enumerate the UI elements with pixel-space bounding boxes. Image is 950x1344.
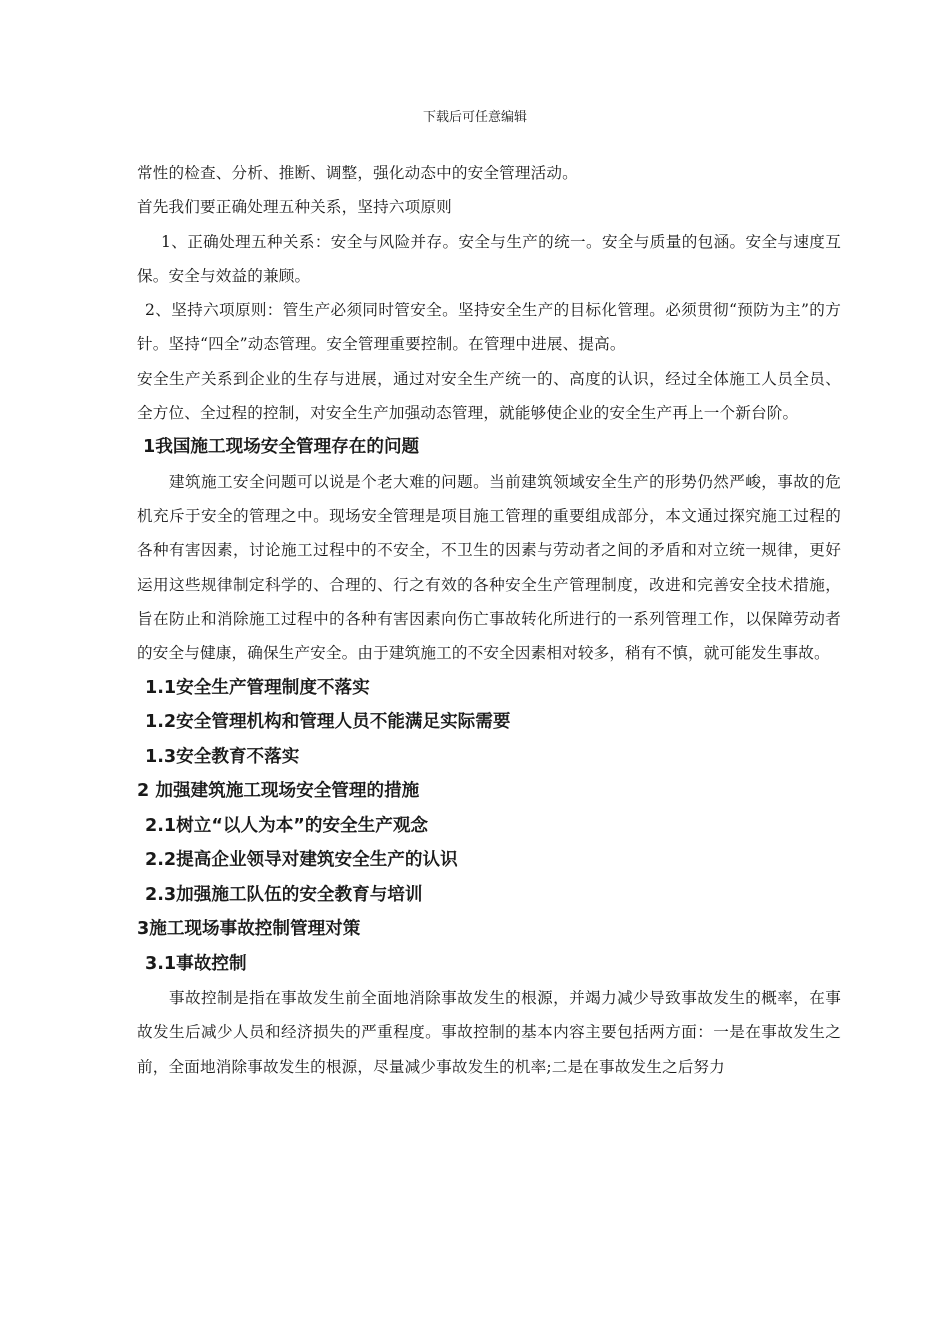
section-heading: 1我国施工现场安全管理存在的问题 bbox=[143, 437, 420, 458]
section-heading: 2 加强建筑施工现场安全管理的措施 bbox=[137, 781, 420, 802]
paragraph: 2、坚持六项原则：管生产必须同时管安全。坚持安全生产的目标化管理。必须贯彻“预防为主”的方针。坚持“四全”动态管理。安全管理重要控制。在管理中进展、提高。 bbox=[137, 301, 841, 354]
subsection-heading: 1.2安全管理机构和管理人员不能满足实际需要 bbox=[145, 712, 511, 733]
subsection-heading: 1.3安全教育不落实 bbox=[145, 746, 300, 767]
document-body bbox=[137, 156, 841, 1084]
subsection-heading: 3.1事故控制 bbox=[145, 953, 247, 974]
paragraph: 1、正确处理五种关系：安全与风险并存。安全与生产的统一。安全与质量的包涵。安全与速度互保。安全与效益的兼顾。 bbox=[137, 232, 841, 285]
paragraph: 安全生产关系到企业的生存与进展，通过对安全生产统一的、高度的认识，经过全体施工人员全员、全方位、全过程的控制，对安全生产加强动态管理，就能够使企业的安全生产再上一个新台阶。 bbox=[137, 369, 841, 423]
subsection-heading: 2.1树立“以人为本”的安全生产观念 bbox=[145, 815, 429, 836]
paragraph: 首先我们要正确处理五种关系，坚持六项原则 bbox=[137, 198, 452, 217]
page-header: 下载后可任意编辑 bbox=[422, 110, 527, 125]
subsection-heading: 2.2提高企业领导对建筑安全生产的认识 bbox=[145, 850, 458, 871]
paragraph: 建筑施工安全问题可以说是个老大难的问题。当前建筑领域安全生产的形势仍然严峻，事故的危机充斥于安全的管理之中。现场安全管理是项目施工管理的重要组成部分，本文通过探究施工过程的各种有害因素，讨论施工过程中的不安全，不卫生的因素与劳动者之间的矛盾和对立统一规律，更好运用这些规律制定科学的、合理的、行之有效的各种安全生产管理制度，改进和完善安全技术措施，旨在防止和消除施工过程中的各种有害因素向伤亡事故转化所进行的一系列管理工作，以保障劳动者的安全与健康，确保生产安全。由于建筑施工的不安全因素相对较多，稍有不慎，就可能发生事故。 bbox=[137, 472, 841, 663]
paragraph: 常性的检查、分析、推断、调整，强化动态中的安全管理活动。 bbox=[137, 164, 578, 182]
subsection-heading: 2.3加强施工队伍的安全教育与培训 bbox=[145, 884, 423, 905]
paragraph: 事故控制是指在事故发生前全面地消除事故发生的根源，并竭力减少导致事故发生的概率，在事故发生后减少人员和经济损失的严重程度。事故控制的基本内容主要包括两方面：一是在事故发生之前，全面地消除事故发生的根源，尽量减少事故发生的机率;二是在事故发生之后努力 bbox=[137, 989, 841, 1076]
subsection-heading: 1.1安全生产管理制度不落实 bbox=[145, 677, 370, 698]
section-heading: 3施工现场事故控制管理对策 bbox=[137, 919, 361, 940]
